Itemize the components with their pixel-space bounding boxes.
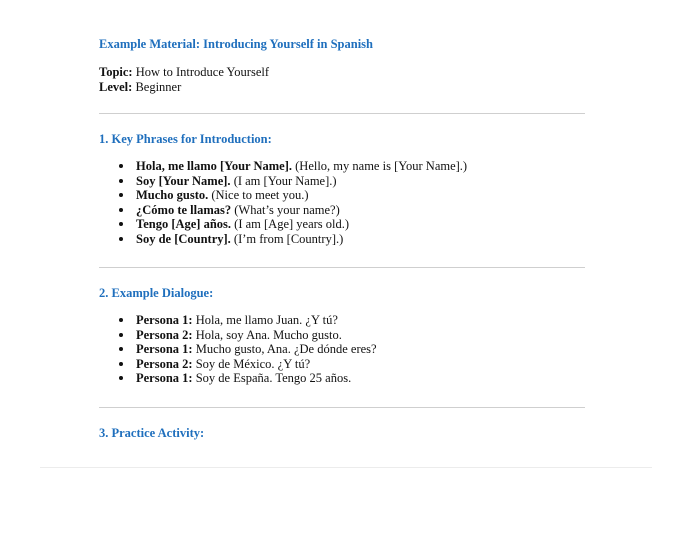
bullet-icon <box>119 208 123 212</box>
bullet-icon <box>119 237 123 241</box>
phrase-translation: (I am [Age] years old.) <box>234 217 350 231</box>
dialogue-list <box>99 313 585 386</box>
topic-label: Topic: <box>99 65 133 79</box>
bullet-icon <box>119 347 123 351</box>
level-label: Level: <box>99 80 133 94</box>
list-item <box>99 357 585 372</box>
speaker-label: Persona 2: <box>136 356 193 371</box>
list-item <box>99 188 585 203</box>
dialogue-line: Soy de México. ¿Y tú? <box>195 356 311 371</box>
list-item <box>99 217 585 232</box>
phrase-translation: (I’m from [Country].) <box>233 231 344 246</box>
list-item <box>99 313 585 328</box>
phrase-spanish: Tengo [Age] años. <box>136 217 232 231</box>
level-value: Beginner <box>135 80 182 94</box>
topic-value: How to Introduce Yourself <box>135 65 270 79</box>
bullet-icon <box>119 376 123 380</box>
list-item <box>99 159 585 174</box>
level-line <box>99 80 585 95</box>
document <box>99 36 585 441</box>
topic-line <box>99 65 585 80</box>
speaker-label: Persona 2: <box>136 327 193 342</box>
section-divider <box>99 267 585 268</box>
list-item <box>99 328 585 343</box>
dialogue-line: Hola, me llamo Juan. ¿Y tú? <box>195 313 338 327</box>
section-heading-key-phrases: 1. Key Phrases for Introduction: <box>99 132 272 146</box>
section-divider <box>99 407 585 408</box>
bullet-icon <box>119 179 123 183</box>
bullet-icon <box>119 362 123 366</box>
phrase-translation: (Nice to meet you.) <box>211 188 309 202</box>
bullet-icon <box>119 318 123 322</box>
bullet-icon <box>119 193 123 197</box>
key-phrases-list <box>99 159 585 246</box>
speaker-label: Persona 1: <box>136 313 193 327</box>
phrase-translation: (I am [Your Name].) <box>233 173 337 188</box>
speaker-label: Persona 1: <box>136 371 193 385</box>
page-bottom-divider <box>40 467 652 468</box>
document-title: Example Material: Introducing Yourself in Spanish <box>99 37 373 51</box>
list-item <box>99 342 585 357</box>
phrase-spanish: Mucho gusto. <box>136 188 209 202</box>
phrase-translation: (Hello, my name is [Your Name].) <box>295 159 468 173</box>
document-meta <box>99 65 585 95</box>
dialogue-line: Hola, soy Ana. Mucho gusto. <box>195 327 342 342</box>
section-heading-practice-activity: 3. Practice Activity: <box>99 425 205 440</box>
bullet-icon <box>119 222 123 226</box>
phrase-spanish: Soy [Your Name]. <box>136 173 231 188</box>
list-item <box>99 203 585 218</box>
list-item <box>99 232 585 247</box>
phrase-translation: (What’s your name?) <box>234 202 340 217</box>
bullet-icon <box>119 333 123 337</box>
bullet-icon <box>119 164 123 168</box>
dialogue-line: Mucho gusto, Ana. ¿De dónde eres? <box>195 342 377 356</box>
list-item <box>99 371 585 386</box>
dialogue-line: Soy de España. Tengo 25 años. <box>195 371 352 385</box>
section-divider <box>99 113 585 114</box>
section-heading-example-dialogue: 2. Example Dialogue: <box>99 286 214 300</box>
phrase-spanish: Hola, me llamo [Your Name]. <box>136 159 292 173</box>
phrase-spanish: ¿Cómo te llamas? <box>136 202 232 217</box>
speaker-label: Persona 1: <box>136 342 193 356</box>
list-item <box>99 174 585 189</box>
phrase-spanish: Soy de [Country]. <box>136 231 231 246</box>
